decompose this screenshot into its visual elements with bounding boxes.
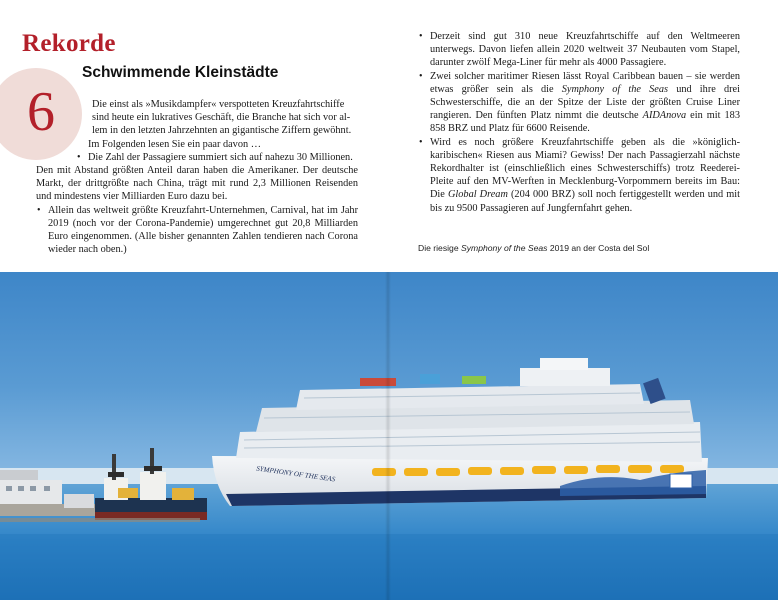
- photo-caption: Die riesige Symphony of the Seas 2019 an der Costa del Sol: [418, 243, 650, 253]
- chapter-title: Rekorde: [22, 30, 116, 57]
- cruise-ship-photo: [0, 272, 778, 600]
- intro-line-1: Die einst als »Musikdampfer« verspotteten Kreuzfahrtschiffe: [92, 99, 345, 110]
- cruise-ship: [212, 358, 708, 506]
- page-gutter: [385, 272, 391, 600]
- intro-line-2: sind heute ein lukratives Geschäft, die Branche hat sich vor al-: [92, 112, 351, 124]
- left-text-column: [36, 98, 358, 256]
- left-bullet-2: • Allein das weltweit größte Kreuzfahrt-Unternehmen, Carnival, hat im Jahr 2019 (noch vor der Corona-Pandemie) umgerechnet gut 20,8 Milliarden Euro eingenommen. (Alle bisher genannten Zahlen tendieren nach Corona wieder nach oben.): [36, 204, 358, 257]
- right-bullet-1: • Derzeit sind gut 310 neue Kreuzfahrtschiffe auf den Weltmeeren unterwegs. Davon liefen allein 2020 weltweit 37 Neubauten vom Stapel, darunter zwölf Mega-Liner für mehr als 4000 Passagiere.: [418, 30, 740, 70]
- intro-line-4: Im Folgenden lesen Sie ein paar davon …: [88, 138, 262, 150]
- right-bullet-2: • Zwei solcher maritimer Riesen lässt Royal Caribbean bauen – sie werden etwas größer sein als die Symphony of the Seas und ihre drei Schwesterschiffe, die an der Spitze der Liste der größten Cruise Liner rangieren. Den fünften Platz nimmt die deutsche AIDAnova ein mit 183 858 BRZ und Platz für 6600 Reisende.: [418, 70, 740, 136]
- right-bullet-3: • Wird es noch größere Kreuzfahrtschiffe geben als die »königlich-karibischen« Riesen aus Miami? Gewiss! Der nach Passagierzahl nächste Rekordhalter ist (einschließlich eines Schwesterschiffs) trotz Reederei-Pleite auf den MV-Werften in Mecklenburg-Vorpommern bereits im Bau: Die Global Dream (204 000 BRZ) soll noch fertiggestellt werden und mit bis zu 9500 Passagieren auf Jungfernfahrt gehen.: [418, 136, 740, 215]
- section-title: Schwimmende Kleinstädte: [82, 64, 279, 81]
- chapter-number: 6: [27, 81, 55, 143]
- intro-line-3: lem in den letzten Jahrzehnten an gigantische Ziffern gewöhnt.: [92, 125, 352, 137]
- left-bullet-1-rest: Den mit Abstand größten Anteil daran haben die Amerikaner. Der deutsche Markt, der drittgrößte nach China, trägt mit rund 2,3 Millionen Reisenden und mindestens vier Milliarden Euro dazu bei.: [36, 165, 358, 203]
- left-bullet-1-first: • Die Zahl der Passagiere summiert sich auf nahezu 30 Millionen.: [76, 151, 358, 164]
- ship-hull-name: SYMPHONY OF THE SEAS: [255, 464, 336, 484]
- right-text-column: [418, 30, 740, 215]
